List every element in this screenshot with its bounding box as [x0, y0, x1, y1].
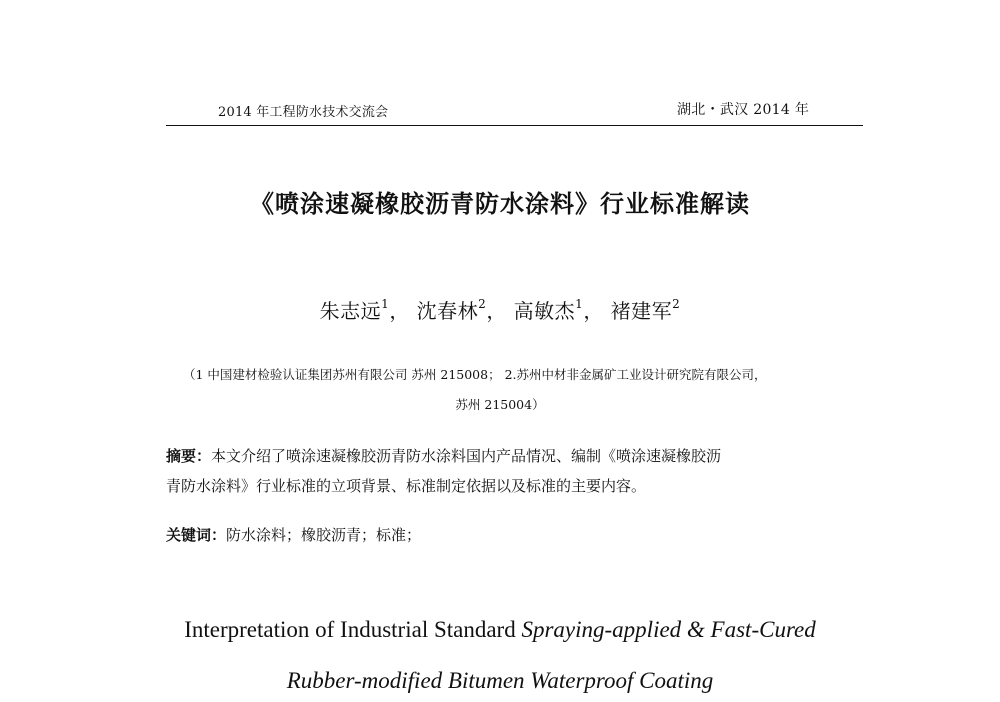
- english-title-line-2: Rubber-modified Bitumen Waterproof Coating: [286, 668, 714, 693]
- paper-title: 《喷涂速凝橡胶沥青防水涂料》行业标准解读: [250, 190, 750, 218]
- author-affiliation-mark: 2: [478, 297, 487, 312]
- keywords: [166, 524, 846, 545]
- author-affiliation-mark: 1: [575, 297, 584, 312]
- author-affiliation-mark: 2: [672, 297, 681, 312]
- author-name: 高敏杰: [513, 299, 576, 323]
- running-header-conference: 2014 年工程防水技术交流会: [218, 105, 389, 120]
- english-title-plain: Interpretation of Industrial Standard: [184, 617, 522, 642]
- keywords-text: 防水涂料；橡胶沥青；标准；: [226, 526, 422, 544]
- english-title-line-1: [0, 617, 1000, 643]
- abstract-label: 摘要：: [166, 447, 212, 465]
- author-name: 褚建军: [610, 299, 673, 323]
- affiliation-line-2: 苏州 215004）: [455, 397, 545, 412]
- header-rule: [166, 125, 863, 126]
- author-name: 朱志远: [319, 299, 382, 323]
- affiliation-line-1: （1 中国建材检验认证集团苏州有限公司 苏州 215008； 2.苏州中材非金属矿工业设计研究院有限公司，: [183, 367, 767, 382]
- abstract: [166, 441, 846, 501]
- abstract-text-line-2: 青防水涂料》行业标准的立项背景、标准制定依据以及标准的主要内容。: [166, 477, 647, 495]
- author-list: [0, 295, 1000, 324]
- keywords-label: 关键词：: [166, 526, 227, 544]
- author-affiliation-mark: 1: [381, 297, 390, 312]
- running-header-location-year: 湖北・武汉 2014 年: [677, 102, 810, 118]
- author-separator: ，: [389, 299, 410, 323]
- english-title-italic: Spraying-applied & Fast-Cured: [521, 617, 816, 642]
- author-name: 沈春林: [416, 299, 479, 323]
- author-separator: ，: [486, 299, 507, 323]
- author-separator: ，: [583, 299, 604, 323]
- abstract-text-line-1: 本文介绍了喷涂速凝橡胶沥青防水涂料国内产品情况、编制《喷涂速凝橡胶沥: [211, 447, 722, 465]
